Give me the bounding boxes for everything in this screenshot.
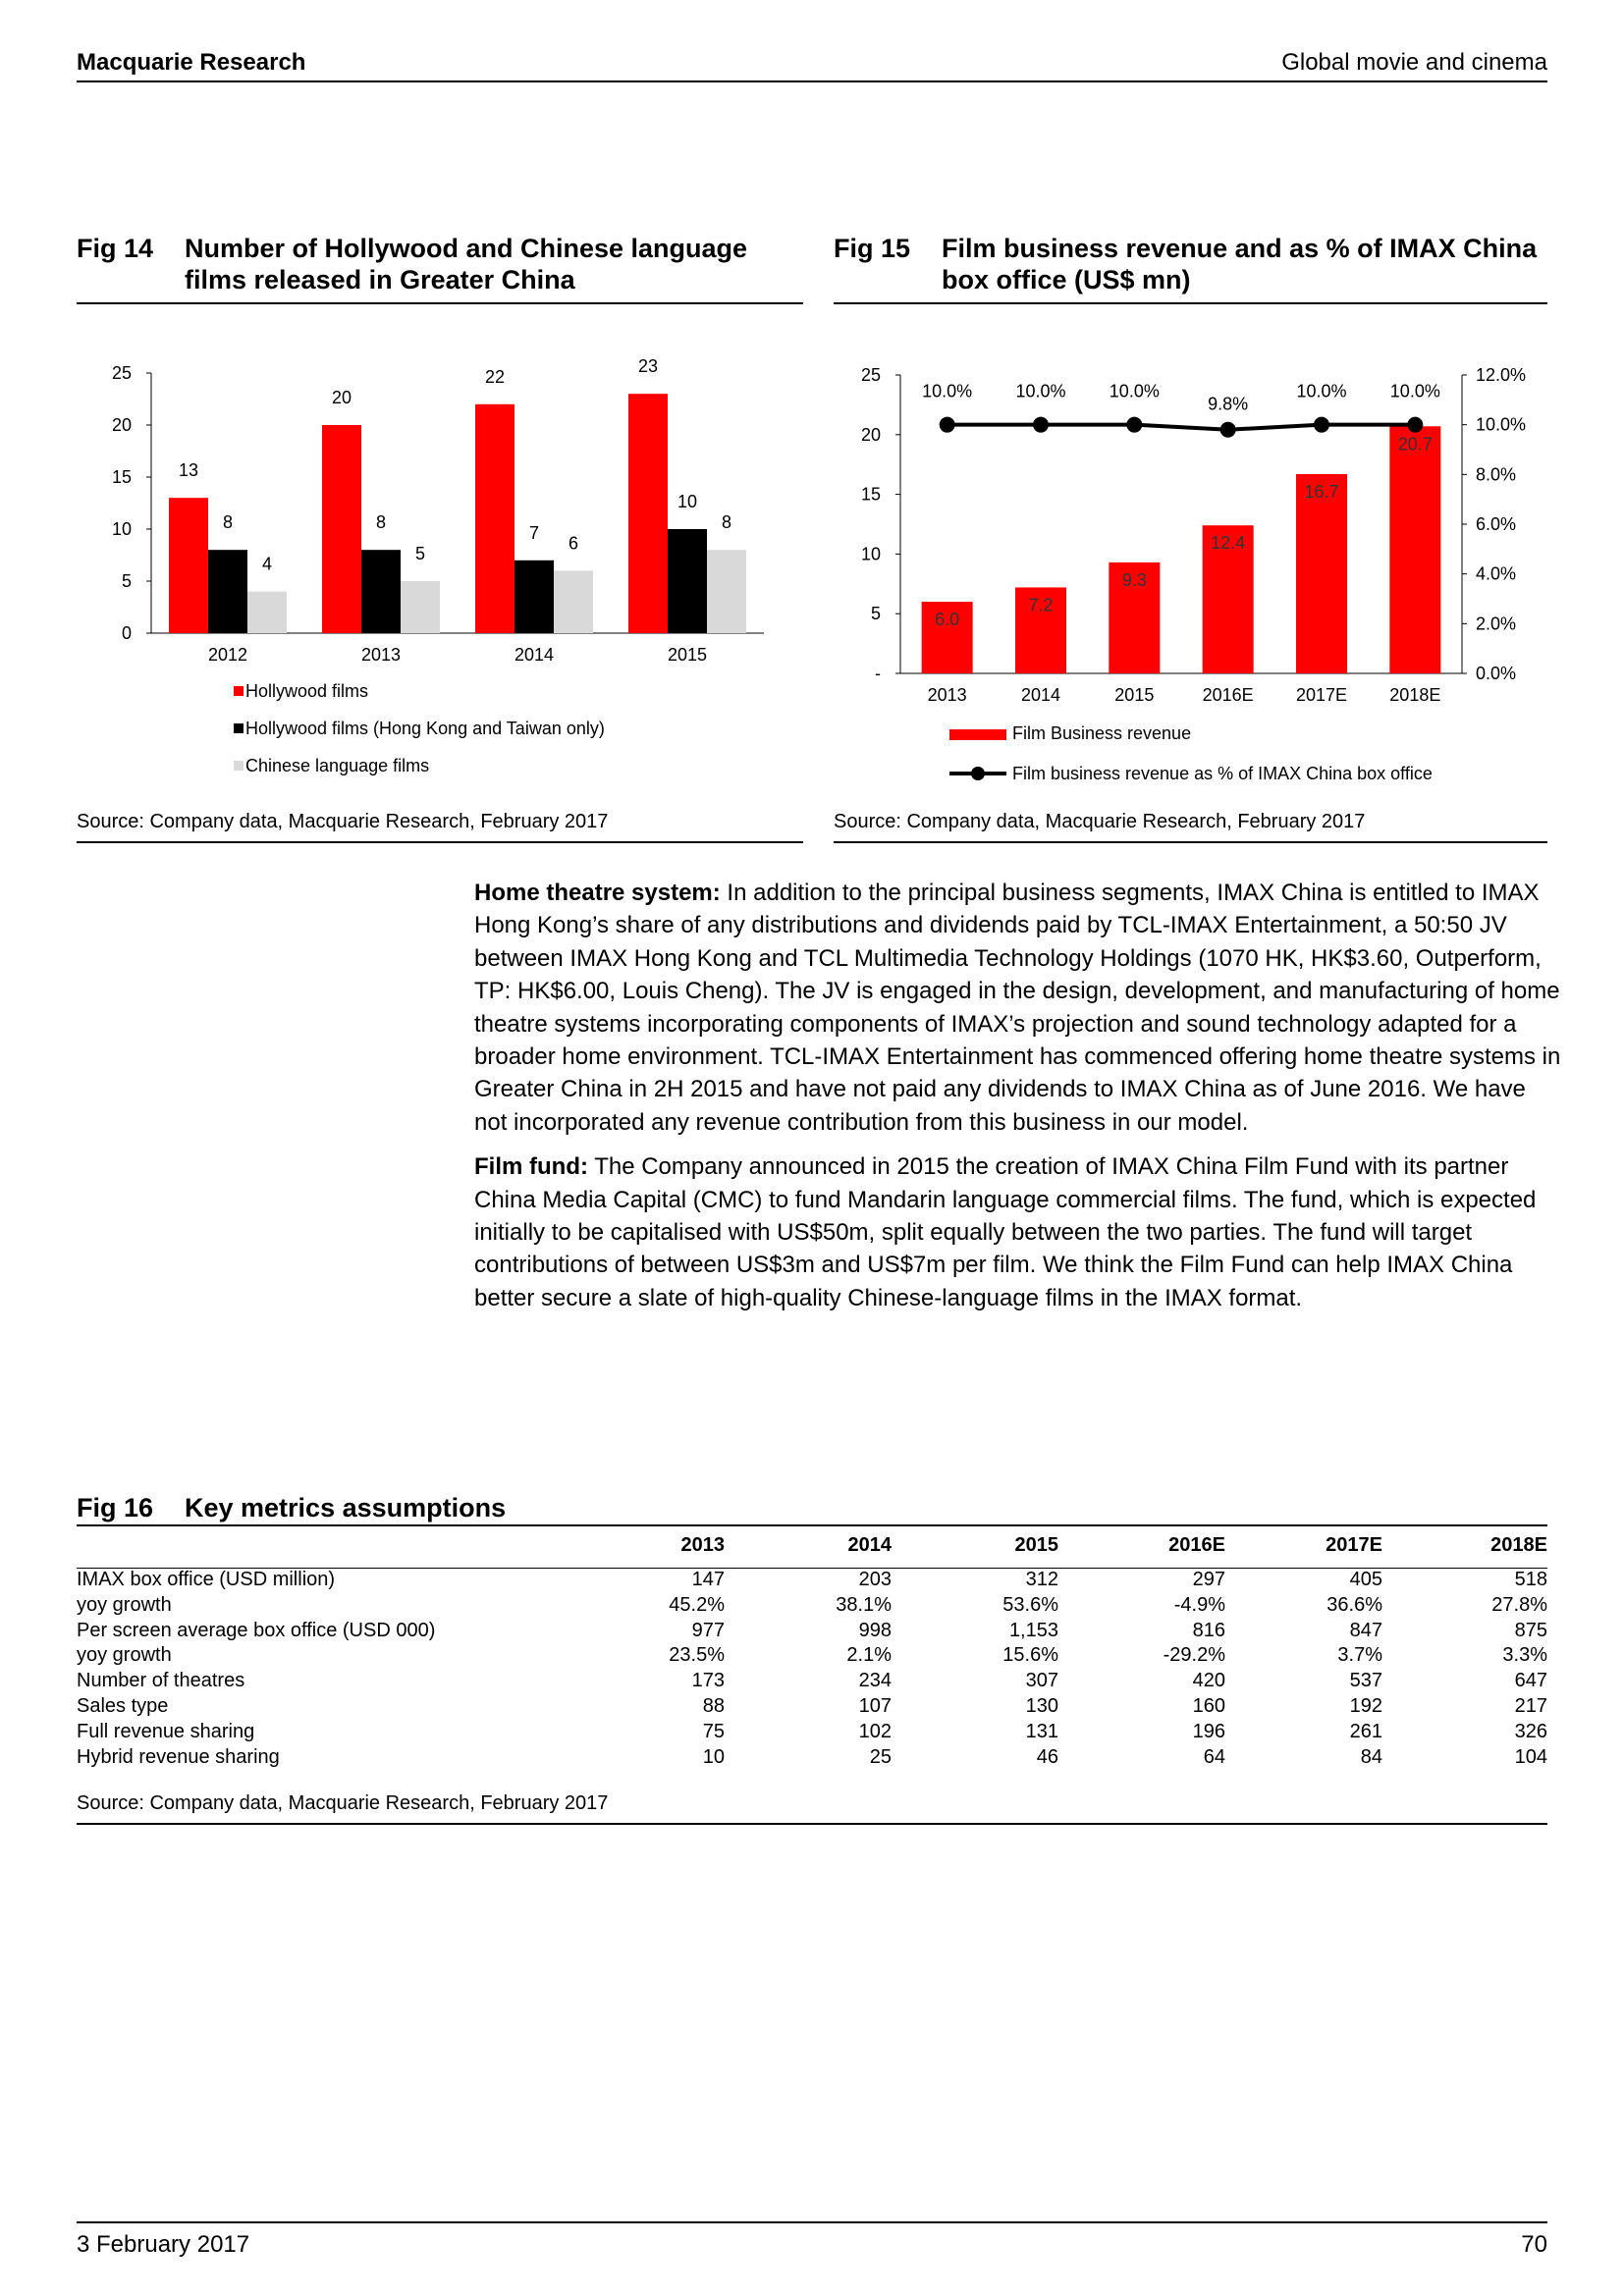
x-tick-label: 2018E	[1389, 685, 1441, 705]
y-tick-label: 25	[111, 363, 132, 383]
fig14-title	[77, 233, 803, 301]
bar-chinese-language-films	[247, 592, 287, 633]
x-tick-label: 2014	[1020, 685, 1061, 705]
table-cell: -29.2%	[1163, 1644, 1225, 1667]
paragraph-film-fund-lead: Film fund:	[474, 1153, 588, 1181]
fig16-number: Fig 16	[77, 1493, 154, 1522]
fig15-chart	[834, 314, 1547, 805]
table-header-cell: 2018E	[1490, 1534, 1547, 1556]
bar-data-label: 6.0	[935, 610, 960, 630]
table-cell: 312	[1025, 1569, 1058, 1590]
x-tick-label: 2015	[1114, 685, 1155, 705]
row-label: IMAX box office (USD million)	[77, 1569, 336, 1590]
legend-swatch	[234, 723, 244, 733]
table-header-cell: 2017E	[1326, 1534, 1382, 1556]
table-cell: 977	[691, 1619, 725, 1641]
header-rule	[77, 80, 1547, 82]
line-point	[1126, 417, 1142, 433]
bar-chinese-language-films	[401, 581, 440, 633]
data-label: 22	[484, 366, 506, 387]
table-cell: 1,153	[1008, 1619, 1058, 1641]
paragraph-home-theatre-text: In addition to the principal business segments, IMAX China is entitled to IMAX Hong Kong’s share of any distributions and dividends paid by TCL-IMAX Entertainment, a 50:50 JV between IMAX Hong Kong and TCL Multimedia Technology Holdings (1070 HK, HK$3.60, Outperform, TP: HK$6.00, Louis Cheng). The JV is engaged in the design, development, and manufacturing of home theatre systems incorporating components of IMAX’s projection and sound technology adapted for a broader home environment. TCL-IMAX Entertainment has commenced offering home theatre systems in Greater China in 2H 2015 and have not paid any dividends to IMAX China as of June 2016. We have not incorporated any revenue contribution from this business in our model.	[474, 880, 1561, 1136]
line-data-label: 10.0%	[1015, 381, 1066, 401]
fig16-title-text: Key metrics assumptions	[185, 1493, 507, 1522]
legend-label: Hollywood films (Hong Kong and Taiwan only)	[245, 719, 605, 738]
table-cell: 537	[1349, 1670, 1382, 1692]
paragraph-film-fund	[474, 1150, 1564, 1314]
table-cell: 64	[1203, 1745, 1225, 1768]
table-cell: 88	[702, 1694, 725, 1717]
fig16-bottom-rule	[77, 1823, 1547, 1825]
table-cell: 104	[1514, 1745, 1547, 1768]
x-tick-label: 2016E	[1202, 685, 1254, 705]
row-label: Per screen average box office (USD 000)	[77, 1619, 436, 1641]
bar-hollywood-films	[628, 394, 668, 633]
report-title: Global movie and cinema	[1281, 49, 1547, 76]
fig15-title-rule	[834, 302, 1547, 304]
row-label: Full revenue sharing	[77, 1720, 255, 1742]
line-point	[1220, 422, 1236, 438]
x-tick-label: 2014	[514, 645, 555, 665]
data-label: 8	[721, 512, 732, 533]
x-tick-label: 2013	[927, 685, 967, 705]
bar-data-label: 7.2	[1028, 595, 1054, 615]
fig14-title-line1: Number of Hollywood and Chinese language	[185, 234, 748, 263]
data-label: 20	[331, 388, 352, 407]
table-cell: 147	[691, 1569, 725, 1590]
table-cell: 36.6%	[1326, 1593, 1382, 1616]
table-cell: 816	[1192, 1619, 1225, 1641]
fig15-title-line2: box office (US$ mn)	[942, 265, 1191, 294]
table-header-label	[77, 1534, 489, 1568]
table-cell: 847	[1349, 1619, 1382, 1641]
table-row	[77, 1619, 1547, 1644]
y-tick-label: 5	[121, 571, 132, 591]
fig16-title-rule	[77, 1524, 1547, 1526]
table-cell: 46	[1036, 1745, 1058, 1768]
footer-rule	[77, 2221, 1547, 2223]
line-point	[1033, 417, 1049, 433]
table-cell: 297	[1192, 1569, 1225, 1590]
data-label: 4	[261, 554, 273, 574]
legend-label: Chinese language films	[245, 756, 430, 775]
table-cell: 420	[1192, 1670, 1225, 1692]
table-header-cell: 2013	[680, 1534, 725, 1556]
right-tick-label: 10.0%	[1476, 414, 1527, 435]
fig16-title	[77, 1492, 1547, 1525]
table-cell: 107	[858, 1694, 892, 1717]
fig15-number: Fig 15	[834, 234, 911, 263]
legend-swatch-bar	[949, 729, 1006, 740]
x-tick-label: 2015	[667, 645, 708, 665]
bar-data-label: 9.3	[1121, 569, 1147, 590]
bar-film-business-revenue	[1296, 474, 1347, 673]
left-tick-label: -	[875, 664, 881, 683]
bar-film-business-revenue	[1389, 426, 1440, 673]
bar-hollywood-films-hong-kong-and-taiwan-only	[361, 550, 401, 633]
fig15-chart-svg	[834, 314, 1547, 805]
data-label: 8	[375, 512, 387, 533]
line-revenue-pct	[947, 425, 1416, 430]
table-cell: 3.7%	[1337, 1644, 1382, 1667]
table-cell: 173	[691, 1670, 725, 1692]
table-cell: 307	[1025, 1670, 1058, 1692]
bar-hollywood-films	[322, 425, 361, 633]
page-number: 70	[1521, 2231, 1547, 2258]
bar-data-label: 16.7	[1304, 481, 1339, 502]
x-tick-label: 2017E	[1295, 685, 1348, 705]
y-tick-label: 15	[111, 467, 132, 487]
bar-hollywood-films	[169, 498, 208, 633]
fig14-chart-svg	[77, 314, 803, 805]
table-cell: 45.2%	[669, 1593, 725, 1616]
legend-label: Film Business revenue	[1012, 723, 1192, 743]
legend-label: Hollywood films	[245, 681, 369, 701]
publisher-name: Macquarie Research	[77, 49, 306, 76]
table-cell: 192	[1349, 1694, 1382, 1717]
legend-swatch-marker	[971, 767, 985, 780]
fig16-source: Source: Company data, Macquarie Research, February 2017	[77, 1792, 609, 1814]
table-cell: 131	[1025, 1720, 1058, 1742]
line-point	[1314, 417, 1329, 433]
row-label: Hybrid revenue sharing	[77, 1745, 280, 1768]
table-header-row	[77, 1534, 1547, 1568]
fig14-bottom-rule	[77, 841, 803, 843]
table-cell: 160	[1192, 1694, 1225, 1717]
data-label: 7	[528, 522, 540, 543]
bar-hollywood-films-hong-kong-and-taiwan-only	[208, 550, 247, 633]
row-label: Sales type	[77, 1694, 169, 1717]
table-cell: -4.9%	[1173, 1593, 1225, 1616]
table-header-cell: 2016E	[1168, 1534, 1225, 1556]
fig14-chart	[77, 314, 803, 805]
data-label: 8	[222, 512, 234, 533]
table-cell: 130	[1025, 1694, 1058, 1717]
key-metrics-table	[77, 1534, 1547, 1770]
table-cell: 2.1%	[846, 1644, 892, 1667]
table-cell: 217	[1514, 1694, 1547, 1717]
table-cell: 647	[1514, 1670, 1547, 1692]
table-cell: 326	[1514, 1720, 1547, 1742]
table-cell: 102	[858, 1720, 892, 1742]
line-data-label: 10.0%	[1389, 381, 1440, 401]
table-cell: 10	[702, 1745, 725, 1768]
table-cell: 234	[858, 1670, 892, 1692]
right-tick-label: 0.0%	[1476, 664, 1517, 683]
bar-chinese-language-films	[707, 550, 746, 633]
table-header-cell: 2015	[1014, 1534, 1058, 1556]
table-header-rule	[77, 1568, 1547, 1569]
table-row	[77, 1745, 1547, 1771]
y-tick-label: 20	[111, 415, 132, 435]
fig15-title-line1: Film business revenue and as % of IMAX China	[942, 234, 1538, 263]
bar-chinese-language-films	[554, 570, 593, 633]
right-tick-label: 12.0%	[1476, 365, 1527, 385]
fig14-number: Fig 14	[77, 234, 154, 263]
y-tick-label: 10	[111, 519, 132, 539]
table-cell: 53.6%	[1002, 1593, 1058, 1616]
table-cell: 203	[858, 1569, 892, 1590]
left-tick-label: 15	[860, 484, 881, 505]
data-label: 13	[178, 460, 199, 481]
data-label: 5	[414, 544, 426, 563]
data-label: 23	[637, 356, 659, 377]
data-label: 6	[568, 533, 579, 554]
line-point	[940, 417, 955, 433]
paragraph-home-theatre-lead: Home theatre system:	[474, 880, 721, 906]
table-cell: 3.3%	[1502, 1644, 1547, 1667]
x-tick-label: 2013	[360, 645, 402, 665]
row-label: yoy growth	[77, 1593, 172, 1616]
table-row	[77, 1593, 1547, 1619]
legend-label: Film business revenue as % of IMAX China box office	[1012, 764, 1433, 783]
table-cell: 998	[858, 1619, 892, 1641]
left-tick-label: 10	[860, 544, 881, 564]
row-label: Number of theatres	[77, 1670, 245, 1692]
fig14-title-rule	[77, 302, 803, 304]
right-tick-label: 8.0%	[1476, 464, 1517, 485]
fig15-title	[834, 233, 1547, 301]
row-label: yoy growth	[77, 1644, 172, 1667]
table-cell: 75	[702, 1720, 725, 1742]
table-row	[77, 1720, 1547, 1745]
x-tick-label: 2012	[207, 645, 248, 665]
table-row	[77, 1694, 1547, 1720]
bar-data-label: 20.7	[1397, 434, 1433, 454]
bar-hollywood-films-hong-kong-and-taiwan-only	[668, 529, 707, 633]
y-tick-label: 0	[121, 623, 132, 643]
fig14-title-line2: films released in Greater China	[185, 265, 575, 294]
bar-hollywood-films-hong-kong-and-taiwan-only	[514, 561, 554, 633]
paragraph-home-theatre	[474, 877, 1564, 1139]
footer-date: 3 February 2017	[77, 2231, 250, 2258]
fig15-source: Source: Company data, Macquarie Research, February 2017	[834, 811, 1366, 832]
line-point	[1407, 417, 1423, 433]
legend-swatch	[234, 761, 244, 771]
right-tick-label: 4.0%	[1476, 563, 1517, 584]
line-data-label: 10.0%	[1296, 381, 1347, 401]
table-row	[77, 1568, 1547, 1593]
legend-swatch	[234, 686, 244, 696]
line-data-label: 9.8%	[1208, 394, 1249, 414]
table-cell: 518	[1514, 1569, 1547, 1590]
bar-hollywood-films	[475, 404, 514, 633]
bar-data-label: 12.4	[1211, 533, 1246, 554]
fig14-source: Source: Company data, Macquarie Research, February 2017	[77, 811, 609, 832]
table-cell: 261	[1349, 1720, 1382, 1742]
table-row	[77, 1669, 1547, 1694]
data-label: 10	[677, 492, 698, 511]
table-cell: 38.1%	[836, 1593, 892, 1616]
line-data-label: 10.0%	[922, 381, 973, 401]
table-cell: 23.5%	[669, 1644, 725, 1667]
table-cell: 27.8%	[1491, 1593, 1547, 1616]
table-header-cell: 2014	[847, 1534, 892, 1556]
table-cell: 25	[869, 1745, 892, 1768]
line-data-label: 10.0%	[1109, 381, 1160, 401]
table-cell: 875	[1514, 1619, 1547, 1641]
left-tick-label: 25	[860, 365, 881, 385]
table-cell: 84	[1360, 1745, 1382, 1768]
body-text	[474, 877, 1564, 1326]
table-cell: 405	[1349, 1569, 1382, 1590]
table-cell: 196	[1192, 1720, 1225, 1742]
right-tick-label: 6.0%	[1476, 514, 1517, 534]
right-tick-label: 2.0%	[1476, 614, 1517, 634]
paragraph-film-fund-text: The Company announced in 2015 the creation of IMAX China Film Fund with its partner China Media Capital (CMC) to fund Mandarin language commercial films. The fund, which is expected initially to be capitalised with US$50m, split equally between the two parties. The fund will target contributions of between US$3m and US$7m per film. We think the Film Fund can help IMAX China better secure a slate of high-quality Chinese-language films in the IMAX format.	[474, 1153, 1537, 1311]
table-row	[77, 1643, 1547, 1669]
left-tick-label: 5	[870, 604, 881, 624]
fig15-bottom-rule	[834, 841, 1547, 843]
table-cell: 15.6%	[1002, 1644, 1058, 1667]
left-tick-label: 20	[860, 424, 881, 445]
